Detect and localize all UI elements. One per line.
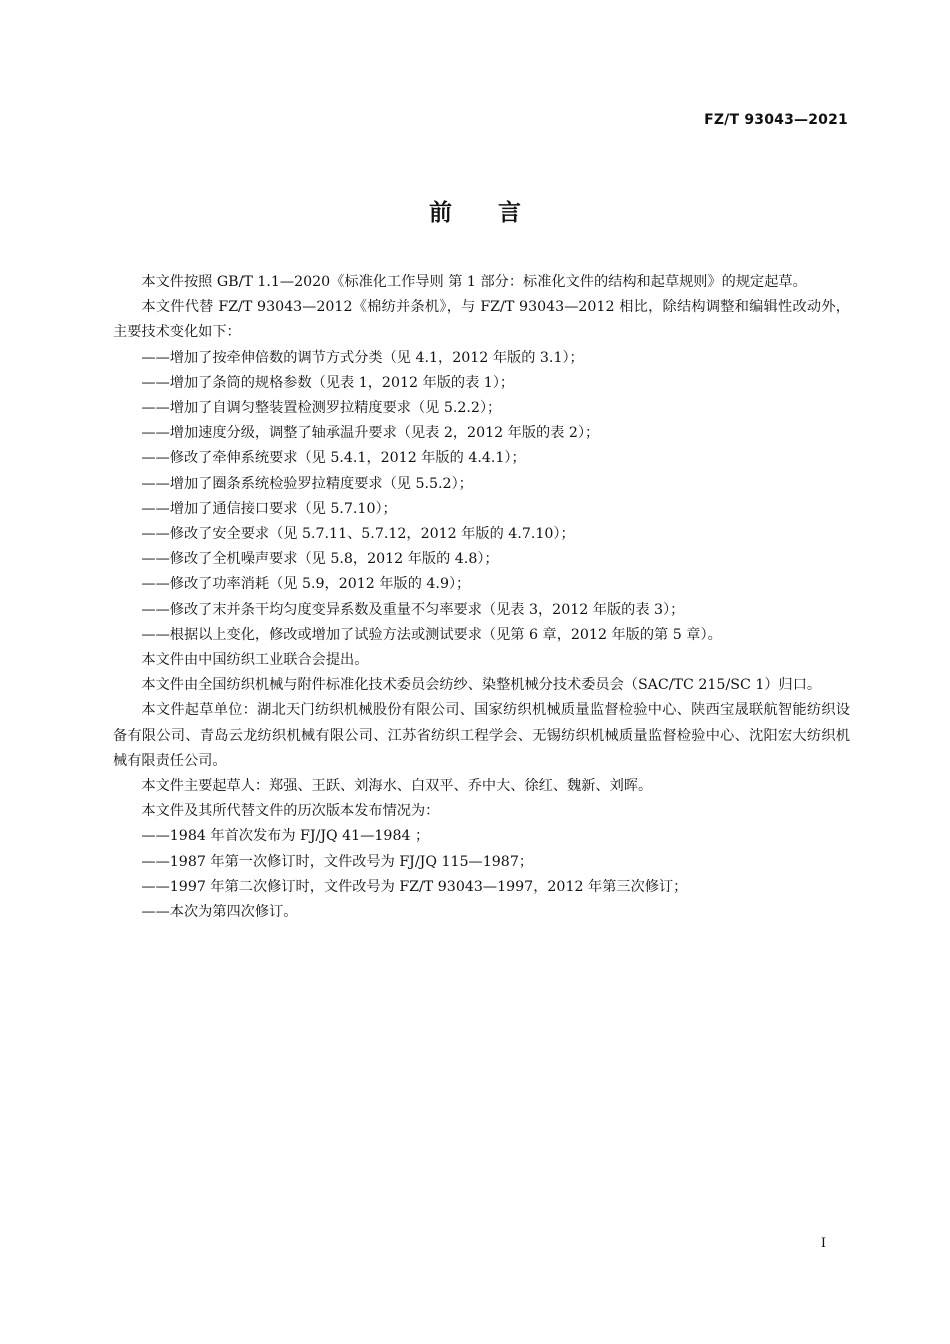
list-item: ——修改了全机噪声要求（见 5.8，2012 年版的 4.8）； <box>141 551 499 568</box>
list-item: ——增加了圈条系统检验罗拉精度要求（见 5.5.2）； <box>141 475 473 492</box>
list-item: ——根据以上变化，修改或增加了试验方法或测试要求（见第 6 章，2012 年版的第 5 章）。 <box>141 626 722 643</box>
paragraph-drafting-units: 本文件起草单位：湖北天门纺织机械股份有限公司、国家纺织机械质量监督检验中心、陕西宝晟联航智能纺织设备有限公司、青岛云龙纺织机械有限公司、江苏省纺织工程学会、无锡纺织机械质量监督检验中心、沈阳宏大纺织机械有限责任公司。 <box>113 702 850 769</box>
paragraph-committee: 本文件由全国纺织机械与附件标准化技术委员会纺纱、染整机械分技术委员会（SAC/TC 215/SC 1）归口。 <box>141 677 822 694</box>
paragraph-proposer: 本文件由中国纺织工业联合会提出。 <box>141 652 369 669</box>
page-number: I <box>820 1236 826 1251</box>
technical-changes-list <box>113 346 850 648</box>
list-item: ——1984 年首次发布为 FJ/JQ 41—1984 ； <box>141 828 430 845</box>
paragraph-drafting-rules: 本文件按照 GB/T 1.1—2020《标准化工作导则 第 1 部分：标准化文件的结构和起草规则》的规定起草。 <box>141 274 807 290</box>
list-item: ——本次为第四次修订。 <box>141 904 298 921</box>
list-item: ——修改了功率消耗（见 5.9，2012 年版的 4.9）； <box>141 576 471 593</box>
list-item: ——修改了牵伸系统要求（见 5.4.1，2012 年版的 4.4.1）； <box>141 450 526 467</box>
document-body <box>113 270 850 925</box>
version-history-list <box>113 824 850 925</box>
list-item: ——增加了条筒的规格参数（见表 1，2012 年版的表 1）； <box>141 374 515 391</box>
document-code: FZ/T 93043—2021 <box>704 112 848 128</box>
paragraph-replaces: 本文件代替 FZ/T 93043—2012《棉纺并条机》，与 FZ/T 93043—2012 相比，除结构调整和编辑性改动外，主要技术变化如下： <box>113 299 850 341</box>
list-item: ——修改了安全要求（见 5.7.11、5.7.12，2012 年版的 4.7.10）； <box>141 526 575 543</box>
paragraph-drafters: 本文件主要起草人：郑强、王跃、刘海水、白双平、乔中大、徐红、魏新、刘晖。 <box>141 778 653 795</box>
paragraph-history-intro: 本文件及其所代替文件的历次版本发布情况为： <box>141 803 440 820</box>
list-item: ——增加了通信接口要求（见 5.7.10）； <box>141 500 397 517</box>
list-item: ——1987 年第一次修订时，文件改号为 FJ/JQ 115—1987； <box>141 853 534 870</box>
list-item: ——增加了按牵伸倍数的调节方式分类（见 4.1，2012 年版的 3.1）； <box>141 349 584 366</box>
list-item: ——1997 年第二次修订时，文件改号为 FZ/T 93043—1997，2012 年第三次修订； <box>141 878 688 895</box>
list-item: ——增加了自调匀整装置检测罗拉精度要求（见 5.2.2）； <box>141 400 502 417</box>
page-title: 前言 <box>429 200 567 226</box>
list-item: ——修改了末并条干均匀度变异系数及重量不匀率要求（见表 3，2012 年版的表 3）； <box>141 601 685 618</box>
list-item: ——增加速度分级，调整了轴承温升要求（见表 2，2012 年版的表 2）； <box>141 425 600 442</box>
